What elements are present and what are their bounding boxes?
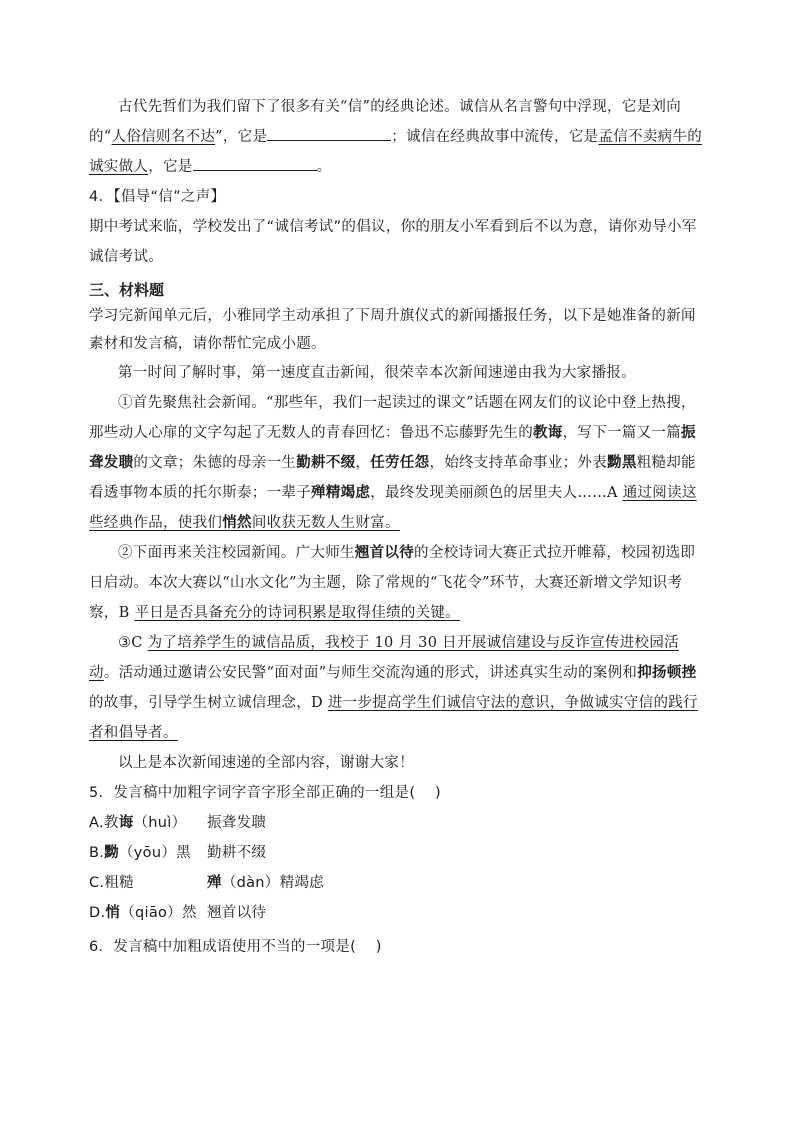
bold-word: 殚精竭虑	[311, 484, 371, 501]
bold-word: 黝黑	[607, 454, 637, 471]
option-c[interactable]	[89, 868, 705, 898]
answer-blank-2[interactable]	[193, 156, 317, 171]
q3-text: 是	[583, 129, 599, 145]
pinyin: （huì）	[133, 815, 187, 831]
speech-text: ，	[355, 455, 371, 471]
speech-paragraph-2	[89, 538, 705, 628]
q3-text: 它是刘向的“	[89, 99, 682, 145]
bold-word: 振聋发聩	[89, 424, 696, 471]
q3-text: ，它是	[148, 159, 193, 175]
speech-text: 的故事，引导学生树立诚信理念，D	[89, 695, 328, 711]
story-meng-xin: 孟信不卖病牛的诚实做人	[89, 129, 703, 175]
bold-word: 悄然	[222, 514, 252, 531]
q3-paragraph	[89, 92, 705, 182]
q5-stem: 5．发言稿中加粗字词字音字形全部正确的一组是( )	[89, 785, 441, 801]
speech-text: ，写下一篇又一篇	[562, 425, 682, 441]
speech-opening: 第一时间了解时事，第一速度直击新闻，很荣幸本次新闻速递由我为大家播报。	[118, 365, 636, 381]
q3-text: 古代先哲们为我们留下了很多有关“信”的经典论述。诚信从名言警句中浮现，	[118, 99, 622, 115]
underlined-sentence-d: 进一步提高学生们诚信守法的意识，争做诚实守信的践行者和倡导者。	[89, 695, 698, 741]
pinyin: （yōu）黑	[118, 845, 191, 861]
speech-text: ，最终发现美丽颜色的居里夫人……A	[370, 485, 623, 501]
document-page	[89, 92, 705, 962]
q5-options	[89, 808, 705, 928]
pinyin: （qiāo）然	[120, 905, 197, 921]
speech-text: 粗糙却能看透事物本质的托尔斯泰；一辈子	[89, 455, 696, 501]
option-idiom: 振聋发聩	[207, 815, 267, 831]
speech-closing: 以上是本次新闻速递的全部内容，谢谢大家！	[118, 755, 414, 771]
bold-word: 抑扬顿挫	[637, 664, 697, 681]
answer-blank-1[interactable]	[267, 126, 391, 141]
speech-paragraph-1	[89, 388, 705, 538]
speech-paragraph-3	[89, 628, 705, 748]
speech-text: ，始终支持革命事业；外表	[429, 455, 608, 471]
section3-intro: 学习完新闻单元后，小雅同学主动承担了下周升旗仪式的新闻播报任务，以下是她准备的新闻素材和发言稿，请你帮忙完成小题。	[89, 308, 696, 352]
speech-text: ①首先聚焦社会新闻。“那些年，我们一起读过的课文”话题在网友们的议论中登上热搜，那些动人心扉的文字勾起了无数人的青春回忆：鲁迅不忘藤野先生的	[89, 395, 696, 441]
underlined-sentence-b: 平日是否具备充分的诗词积累是取得佳绩的关键。	[134, 605, 461, 621]
bold-word: 诲	[118, 815, 134, 831]
speech-text: 的文章；朱德的母亲一生	[133, 455, 297, 471]
bold-word: 悄	[105, 905, 121, 921]
q6-stem: 6．发言稿中加粗成语使用不当的一项是( )	[89, 939, 382, 955]
q3-text: 。	[316, 159, 332, 175]
option-a[interactable]	[89, 808, 705, 838]
option-label: B.	[89, 845, 105, 861]
option-label: A.教	[89, 815, 119, 831]
speech-text: 间收获无数人生财富。	[251, 515, 400, 531]
option-d[interactable]	[89, 898, 705, 928]
underlined-sentence-c: 为了培养学生的诚信品质，我校于 10 月 30 日开展诚信建设与反诈宣传进校园活动	[89, 635, 679, 681]
option-label: C.粗糙	[89, 875, 134, 891]
option-b[interactable]	[89, 838, 705, 868]
bold-word: 教诲	[533, 424, 563, 441]
bold-word: 勤耕不缀	[296, 454, 356, 471]
q3-text: ；诚信在经典故事中流传，它	[391, 129, 584, 145]
bold-word: 黝	[104, 845, 119, 861]
speech-text: 的全校诗词大赛正式拉开帷幕，校园初选即日启动。本次大赛以“山水文化”为主题，除了常规的“飞花令”环节，大赛还新增文学知识考察，B	[89, 545, 696, 621]
bold-word: 任劳任怨	[370, 454, 430, 471]
quote-liu-xiang: 人俗信则名不达	[111, 129, 216, 145]
option-idiom: 勤耕不缀	[207, 845, 267, 861]
section-heading: 三、材料题	[89, 281, 165, 299]
bold-word: 翘首以待	[354, 544, 415, 561]
speech-text: ③C	[118, 635, 148, 651]
option-idiom: （dàn）精竭虑	[221, 875, 324, 891]
q3-text: ”，它是	[215, 129, 268, 145]
speech-text: ②下面再来关注校园新闻。广大师生	[118, 545, 355, 561]
q4-title: 4．【倡导“信”之声】	[89, 189, 226, 205]
option-idiom: 翘首以待	[207, 905, 267, 921]
bold-word: 殚	[207, 875, 222, 891]
q4-text: 期中考试来临，学校发出了“诚信考试”的倡议，你的朋友小军看到后不以为意，请你劝导小军诚信考试。	[89, 219, 697, 265]
speech-text: 。活动通过邀请公安民警“面对面”与师生交流沟通的形式，讲述真实生动的案例和	[103, 665, 638, 681]
option-label: D.	[89, 905, 106, 921]
speech-text: 通过阅读这些经典作品，使我们	[89, 485, 697, 531]
